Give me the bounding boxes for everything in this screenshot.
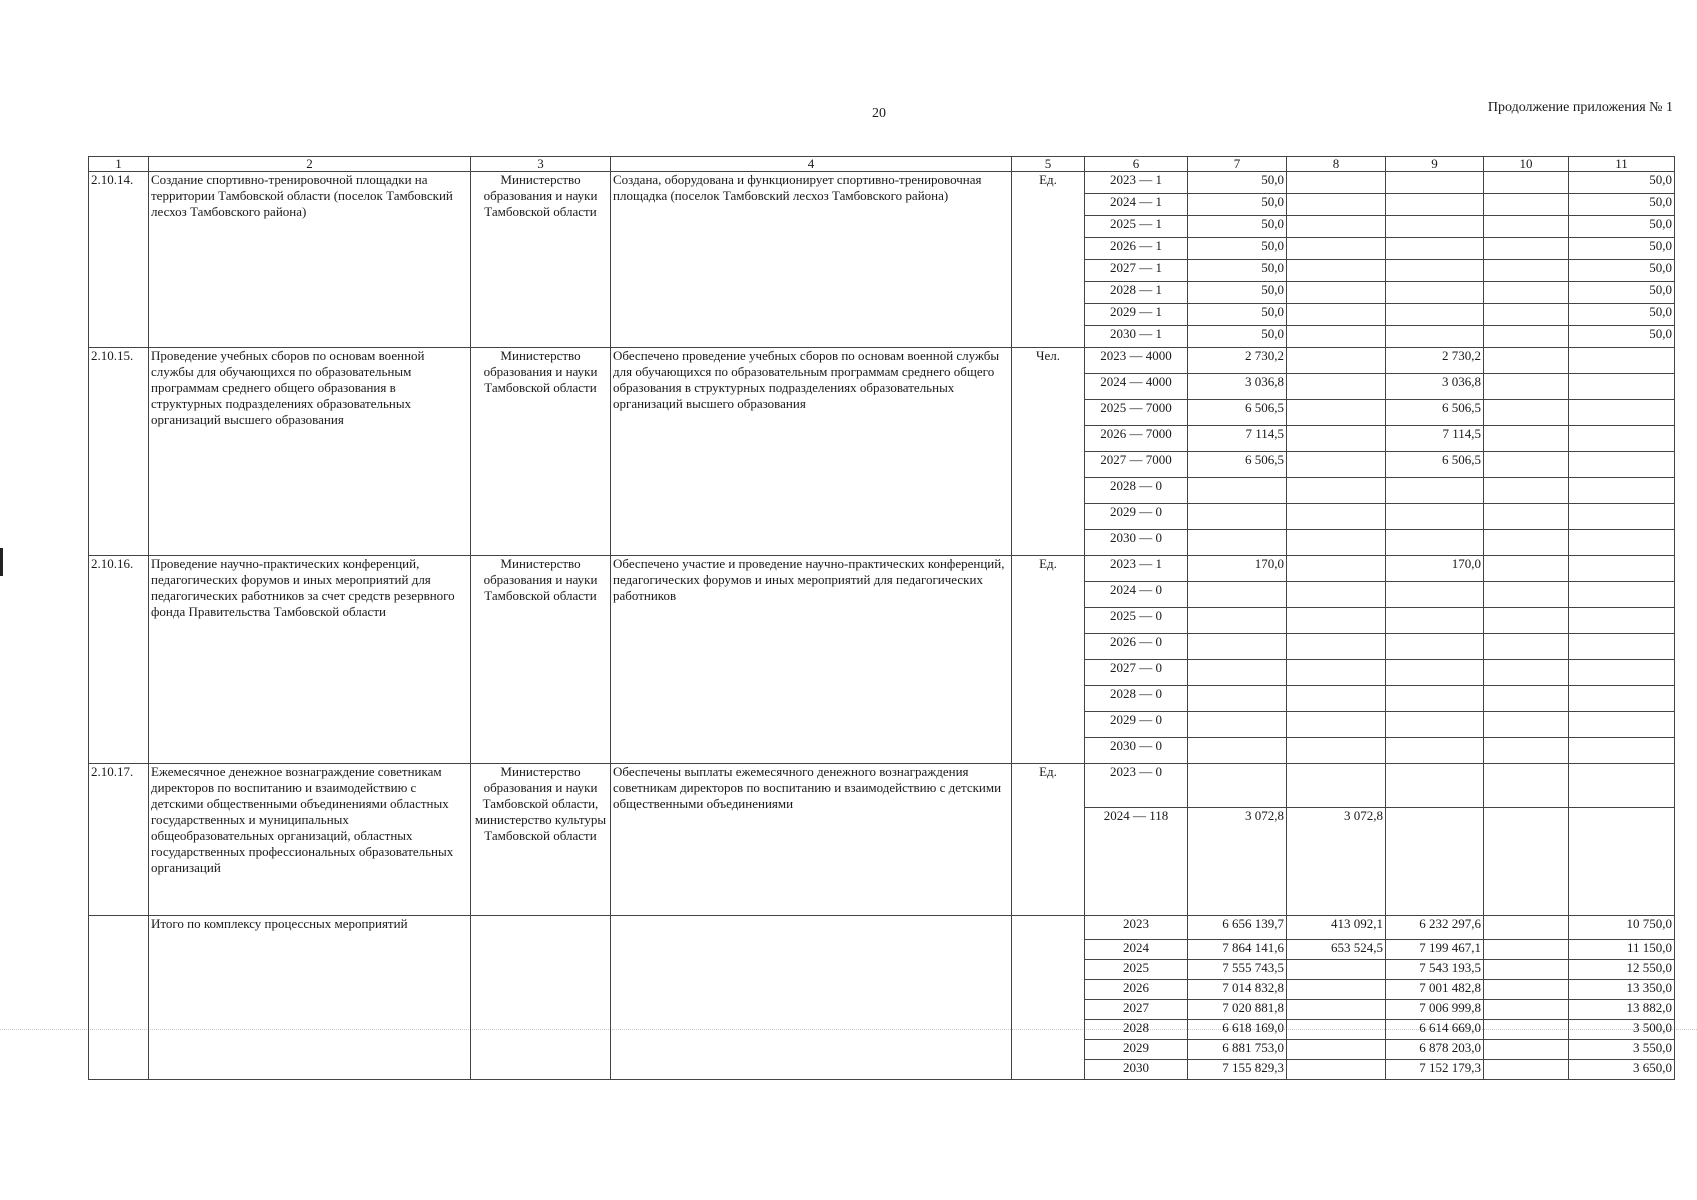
- amount-c9: [1386, 686, 1484, 712]
- amount-c8: [1287, 504, 1386, 530]
- total-year: 2025: [1085, 960, 1188, 980]
- amount-c8: [1287, 282, 1386, 304]
- amount-c8: [1287, 738, 1386, 764]
- amount-c9: 6 614 669,0: [1386, 1020, 1484, 1040]
- amount-c9: [1386, 764, 1484, 808]
- amount-c11: 50,0: [1569, 238, 1675, 260]
- amount-c11: 50,0: [1569, 216, 1675, 238]
- column-number: 9: [1386, 157, 1484, 172]
- total-executor-empty: [471, 916, 611, 1080]
- amount-c9: [1386, 738, 1484, 764]
- amount-c7: 50,0: [1188, 216, 1287, 238]
- amount-c11: [1569, 556, 1675, 582]
- amount-c10: [1484, 1000, 1569, 1020]
- amount-c11: [1569, 530, 1675, 556]
- amount-c10: [1484, 426, 1569, 452]
- amount-c9: 7 001 482,8: [1386, 980, 1484, 1000]
- column-number: 1: [89, 157, 149, 172]
- measure-result: Обеспечено участие и проведение научно-практических конференций, педагогических форумов и иных мероприятий для педагогических работников: [611, 556, 1012, 764]
- indicator-value: 2024 — 1: [1085, 194, 1188, 216]
- amount-c11: [1569, 582, 1675, 608]
- amount-c10: [1484, 504, 1569, 530]
- amount-c11: 3 550,0: [1569, 1040, 1675, 1060]
- indicator-value: 2023 — 1: [1085, 172, 1188, 194]
- measure-code: 2.10.15.: [89, 348, 149, 556]
- column-number: 10: [1484, 157, 1569, 172]
- amount-c9: [1386, 634, 1484, 660]
- amount-c10: [1484, 960, 1569, 980]
- column-number-row: [89, 157, 1675, 172]
- indicator-value: 2025 — 7000: [1085, 400, 1188, 426]
- amount-c10: [1484, 304, 1569, 326]
- amount-c11: [1569, 660, 1675, 686]
- amount-c8: [1287, 478, 1386, 504]
- amount-c10: [1484, 712, 1569, 738]
- measure-executor: Министерство образования и науки Тамбовской области: [471, 556, 611, 764]
- amount-c9: [1386, 808, 1484, 916]
- amount-c7: 50,0: [1188, 282, 1287, 304]
- amount-c10: [1484, 738, 1569, 764]
- amount-c9: 7 152 179,3: [1386, 1060, 1484, 1080]
- measure-unit: Ед.: [1012, 764, 1085, 916]
- amount-c9: 6 232 297,6: [1386, 916, 1484, 940]
- total-year: 2030: [1085, 1060, 1188, 1080]
- amount-c8: 413 092,1: [1287, 916, 1386, 940]
- amount-c11: [1569, 478, 1675, 504]
- amount-c11: [1569, 400, 1675, 426]
- measure-name: Ежемесячное денежное вознаграждение советникам директоров по воспитанию и взаимодействию с детскими общественными объединениями областных государственных и муниципальных общеобразовательных организаций, областных государственных профессиональных образовательных организаций: [149, 764, 471, 916]
- amount-c8: [1287, 764, 1386, 808]
- measure-name: Создание спортивно-тренировочной площадки на территории Тамбовской области (поселок Тамбовский лесхоз Тамбовского района): [149, 172, 471, 348]
- amount-c7: 6 881 753,0: [1188, 1040, 1287, 1060]
- amount-c8: [1287, 556, 1386, 582]
- amount-c7: [1188, 712, 1287, 738]
- column-number: 6: [1085, 157, 1188, 172]
- amount-c7: 7 864 141,6: [1188, 940, 1287, 960]
- amount-c10: [1484, 582, 1569, 608]
- amount-c8: [1287, 172, 1386, 194]
- indicator-value: 2024 — 0: [1085, 582, 1188, 608]
- amount-c9: 170,0: [1386, 556, 1484, 582]
- amount-c10: [1484, 608, 1569, 634]
- amount-c7: 6 506,5: [1188, 452, 1287, 478]
- indicator-value: 2028 — 1: [1085, 282, 1188, 304]
- amount-c10: [1484, 400, 1569, 426]
- amount-c8: [1287, 1060, 1386, 1080]
- amount-c7: 3 036,8: [1188, 374, 1287, 400]
- total-result-empty: [611, 916, 1012, 1080]
- amount-c8: [1287, 304, 1386, 326]
- amount-c8: [1287, 660, 1386, 686]
- amount-c11: [1569, 686, 1675, 712]
- amount-c9: [1386, 660, 1484, 686]
- total-year: 2024: [1085, 940, 1188, 960]
- amount-c8: [1287, 712, 1386, 738]
- column-number: 3: [471, 157, 611, 172]
- amount-c9: 6 506,5: [1386, 400, 1484, 426]
- amount-c10: [1484, 980, 1569, 1000]
- amount-c11: [1569, 504, 1675, 530]
- amount-c11: [1569, 712, 1675, 738]
- indicator-value: 2026 — 1: [1085, 238, 1188, 260]
- measure-name: Проведение учебных сборов по основам военной службы для обучающихся по образовательным программам среднего общего образования в структурных подразделениях образовательных организаций высшего образования: [149, 348, 471, 556]
- indicator-value: 2028 — 0: [1085, 686, 1188, 712]
- amount-c7: 2 730,2: [1188, 348, 1287, 374]
- amount-c8: [1287, 634, 1386, 660]
- amount-c7: 7 155 829,3: [1188, 1060, 1287, 1080]
- amount-c8: 3 072,8: [1287, 808, 1386, 916]
- amount-c7: [1188, 660, 1287, 686]
- indicator-value: 2023 — 1: [1085, 556, 1188, 582]
- amount-c9: [1386, 608, 1484, 634]
- amount-c7: [1188, 634, 1287, 660]
- amount-c10: [1484, 1020, 1569, 1040]
- indicator-value: 2027 — 1: [1085, 260, 1188, 282]
- amount-c8: [1287, 400, 1386, 426]
- amount-c8: [1287, 686, 1386, 712]
- amount-c11: [1569, 374, 1675, 400]
- amount-c10: [1484, 194, 1569, 216]
- amount-c9: [1386, 238, 1484, 260]
- amount-c10: [1484, 1040, 1569, 1060]
- total-year: 2023: [1085, 916, 1188, 940]
- total-unit-empty: [1012, 916, 1085, 1080]
- measure-result: Обеспечены выплаты ежемесячного денежного вознаграждения советникам директоров по воспитанию и взаимодействию с детскими общественными объединениями: [611, 764, 1012, 916]
- amount-c9: 6 506,5: [1386, 452, 1484, 478]
- total-row: [89, 916, 1675, 940]
- indicator-value: 2029 — 0: [1085, 712, 1188, 738]
- amount-c11: [1569, 348, 1675, 374]
- amount-c8: [1287, 374, 1386, 400]
- total-year: 2029: [1085, 1040, 1188, 1060]
- amount-c7: 6 618 169,0: [1188, 1020, 1287, 1040]
- amount-c9: [1386, 326, 1484, 348]
- amount-c9: [1386, 260, 1484, 282]
- column-number: 5: [1012, 157, 1085, 172]
- amount-c8: 653 524,5: [1287, 940, 1386, 960]
- indicator-value: 2023 — 0: [1085, 764, 1188, 808]
- amount-c7: 50,0: [1188, 194, 1287, 216]
- amount-c9: 7 543 193,5: [1386, 960, 1484, 980]
- amount-c9: [1386, 478, 1484, 504]
- amount-c11: 3 650,0: [1569, 1060, 1675, 1080]
- amount-c8: [1287, 426, 1386, 452]
- amount-c7: 50,0: [1188, 326, 1287, 348]
- measure-executor: Министерство образования и науки Тамбовской области, министерство культуры Тамбовской области: [471, 764, 611, 916]
- amount-c9: [1386, 172, 1484, 194]
- amount-c9: 7 006 999,8: [1386, 1000, 1484, 1020]
- indicator-value: 2025 — 1: [1085, 216, 1188, 238]
- amount-c10: [1484, 686, 1569, 712]
- amount-c7: 50,0: [1188, 260, 1287, 282]
- measure-row: [89, 764, 1675, 808]
- amount-c7: [1188, 764, 1287, 808]
- total-label: Итого по комплексу процессных мероприятий: [149, 916, 471, 1080]
- indicator-value: 2030 — 0: [1085, 530, 1188, 556]
- amount-c11: [1569, 634, 1675, 660]
- amount-c9: 7 114,5: [1386, 426, 1484, 452]
- amount-c7: 50,0: [1188, 238, 1287, 260]
- column-number: 2: [149, 157, 471, 172]
- amount-c11: [1569, 808, 1675, 916]
- total-year: 2028: [1085, 1020, 1188, 1040]
- total-code-empty: [89, 916, 149, 1080]
- amount-c10: [1484, 916, 1569, 940]
- amount-c8: [1287, 960, 1386, 980]
- amount-c10: [1484, 216, 1569, 238]
- measure-code: 2.10.16.: [89, 556, 149, 764]
- amount-c11: 50,0: [1569, 304, 1675, 326]
- indicator-value: 2024 — 4000: [1085, 374, 1188, 400]
- column-number: 8: [1287, 157, 1386, 172]
- amount-c8: [1287, 1020, 1386, 1040]
- amount-c7: 7 014 832,8: [1188, 980, 1287, 1000]
- indicator-value: 2028 — 0: [1085, 478, 1188, 504]
- indicator-value: 2027 — 7000: [1085, 452, 1188, 478]
- measure-unit: Чел.: [1012, 348, 1085, 556]
- amount-c9: [1386, 712, 1484, 738]
- amount-c11: 50,0: [1569, 326, 1675, 348]
- measures-table: [88, 156, 1675, 1080]
- total-year: 2026: [1085, 980, 1188, 1000]
- amount-c9: [1386, 282, 1484, 304]
- amount-c11: 50,0: [1569, 260, 1675, 282]
- amount-c8: [1287, 608, 1386, 634]
- amount-c11: 13 882,0: [1569, 1000, 1675, 1020]
- column-number: 7: [1188, 157, 1287, 172]
- amount-c8: [1287, 452, 1386, 478]
- amount-c8: [1287, 216, 1386, 238]
- amount-c8: [1287, 1040, 1386, 1060]
- amount-c7: 7 555 743,5: [1188, 960, 1287, 980]
- total-year: 2027: [1085, 1000, 1188, 1020]
- amount-c9: [1386, 194, 1484, 216]
- amount-c9: 7 199 467,1: [1386, 940, 1484, 960]
- amount-c7: 6 506,5: [1188, 400, 1287, 426]
- amount-c7: 170,0: [1188, 556, 1287, 582]
- amount-c10: [1484, 260, 1569, 282]
- amount-c9: 6 878 203,0: [1386, 1040, 1484, 1060]
- indicator-value: 2030 — 1: [1085, 326, 1188, 348]
- amount-c10: [1484, 556, 1569, 582]
- appendix-continuation-note: Продолжение приложения № 1: [1487, 100, 1673, 115]
- amount-c8: [1287, 238, 1386, 260]
- amount-c10: [1484, 374, 1569, 400]
- measure-unit: Ед.: [1012, 556, 1085, 764]
- amount-c11: 11 150,0: [1569, 940, 1675, 960]
- amount-c7: 3 072,8: [1188, 808, 1287, 916]
- amount-c8: [1287, 980, 1386, 1000]
- amount-c11: 50,0: [1569, 194, 1675, 216]
- measure-result: Создана, оборудована и функционирует спортивно-тренировочная площадка (поселок Тамбовский лесхоз Тамбовского района): [611, 172, 1012, 348]
- amount-c8: [1287, 530, 1386, 556]
- amount-c8: [1287, 326, 1386, 348]
- amount-c10: [1484, 1060, 1569, 1080]
- measure-result: Обеспечено проведение учебных сборов по основам военной службы для обучающихся по образовательным программам среднего общего образования в структурных подразделениях образовательных организаций высшего образования: [611, 348, 1012, 556]
- measure-unit: Ед.: [1012, 172, 1085, 348]
- amount-c7: 50,0: [1188, 304, 1287, 326]
- amount-c7: [1188, 582, 1287, 608]
- amount-c10: [1484, 452, 1569, 478]
- indicator-value: 2027 — 0: [1085, 660, 1188, 686]
- indicator-value: 2023 — 4000: [1085, 348, 1188, 374]
- scan-edge-mark: [0, 548, 3, 576]
- amount-c11: 50,0: [1569, 282, 1675, 304]
- amount-c7: [1188, 686, 1287, 712]
- amount-c11: [1569, 738, 1675, 764]
- column-number: 11: [1569, 157, 1675, 172]
- amount-c8: [1287, 260, 1386, 282]
- amount-c11: 50,0: [1569, 172, 1675, 194]
- amount-c8: [1287, 582, 1386, 608]
- amount-c11: [1569, 608, 1675, 634]
- amount-c8: [1287, 348, 1386, 374]
- amount-c9: [1386, 530, 1484, 556]
- amount-c10: [1484, 282, 1569, 304]
- amount-c11: [1569, 452, 1675, 478]
- amount-c9: [1386, 504, 1484, 530]
- amount-c9: 3 036,8: [1386, 374, 1484, 400]
- amount-c7: 6 656 139,7: [1188, 916, 1287, 940]
- amount-c10: [1484, 238, 1569, 260]
- amount-c10: [1484, 660, 1569, 686]
- page-number: 20: [872, 106, 886, 121]
- amount-c11: 12 550,0: [1569, 960, 1675, 980]
- measure-row: [89, 556, 1675, 582]
- measure-executor: Министерство образования и науки Тамбовской области: [471, 348, 611, 556]
- measure-row: [89, 172, 1675, 194]
- amount-c10: [1484, 940, 1569, 960]
- amount-c8: [1287, 1000, 1386, 1020]
- amount-c7: [1188, 478, 1287, 504]
- measure-row: [89, 348, 1675, 374]
- amount-c9: [1386, 216, 1484, 238]
- amount-c9: [1386, 582, 1484, 608]
- indicator-value: 2025 — 0: [1085, 608, 1188, 634]
- amount-c11: 13 350,0: [1569, 980, 1675, 1000]
- amount-c9: 2 730,2: [1386, 348, 1484, 374]
- amount-c10: [1484, 530, 1569, 556]
- amount-c7: [1188, 504, 1287, 530]
- indicator-value: 2024 — 118: [1085, 808, 1188, 916]
- amount-c10: [1484, 172, 1569, 194]
- amount-c11: [1569, 764, 1675, 808]
- amount-c7: 50,0: [1188, 172, 1287, 194]
- amount-c9: [1386, 304, 1484, 326]
- column-number: 4: [611, 157, 1012, 172]
- measure-code: 2.10.14.: [89, 172, 149, 348]
- amount-c7: [1188, 608, 1287, 634]
- amount-c10: [1484, 764, 1569, 808]
- indicator-value: 2029 — 1: [1085, 304, 1188, 326]
- amount-c10: [1484, 808, 1569, 916]
- measure-code: 2.10.17.: [89, 764, 149, 916]
- indicator-value: 2026 — 7000: [1085, 426, 1188, 452]
- indicator-value: 2026 — 0: [1085, 634, 1188, 660]
- amount-c11: 10 750,0: [1569, 916, 1675, 940]
- amount-c7: [1188, 530, 1287, 556]
- measure-name: Проведение научно-практических конференций, педагогических форумов и иных мероприятий для педагогических работников за счет средств резервного фонда Правительства Тамбовской области: [149, 556, 471, 764]
- amount-c11: 3 500,0: [1569, 1020, 1675, 1040]
- amount-c10: [1484, 634, 1569, 660]
- indicator-value: 2029 — 0: [1085, 504, 1188, 530]
- amount-c10: [1484, 348, 1569, 374]
- amount-c11: [1569, 426, 1675, 452]
- indicator-value: 2030 — 0: [1085, 738, 1188, 764]
- measure-executor: Министерство образования и науки Тамбовской области: [471, 172, 611, 348]
- amount-c7: 7 020 881,8: [1188, 1000, 1287, 1020]
- amount-c7: [1188, 738, 1287, 764]
- amount-c10: [1484, 478, 1569, 504]
- amount-c7: 7 114,5: [1188, 426, 1287, 452]
- amount-c8: [1287, 194, 1386, 216]
- amount-c10: [1484, 326, 1569, 348]
